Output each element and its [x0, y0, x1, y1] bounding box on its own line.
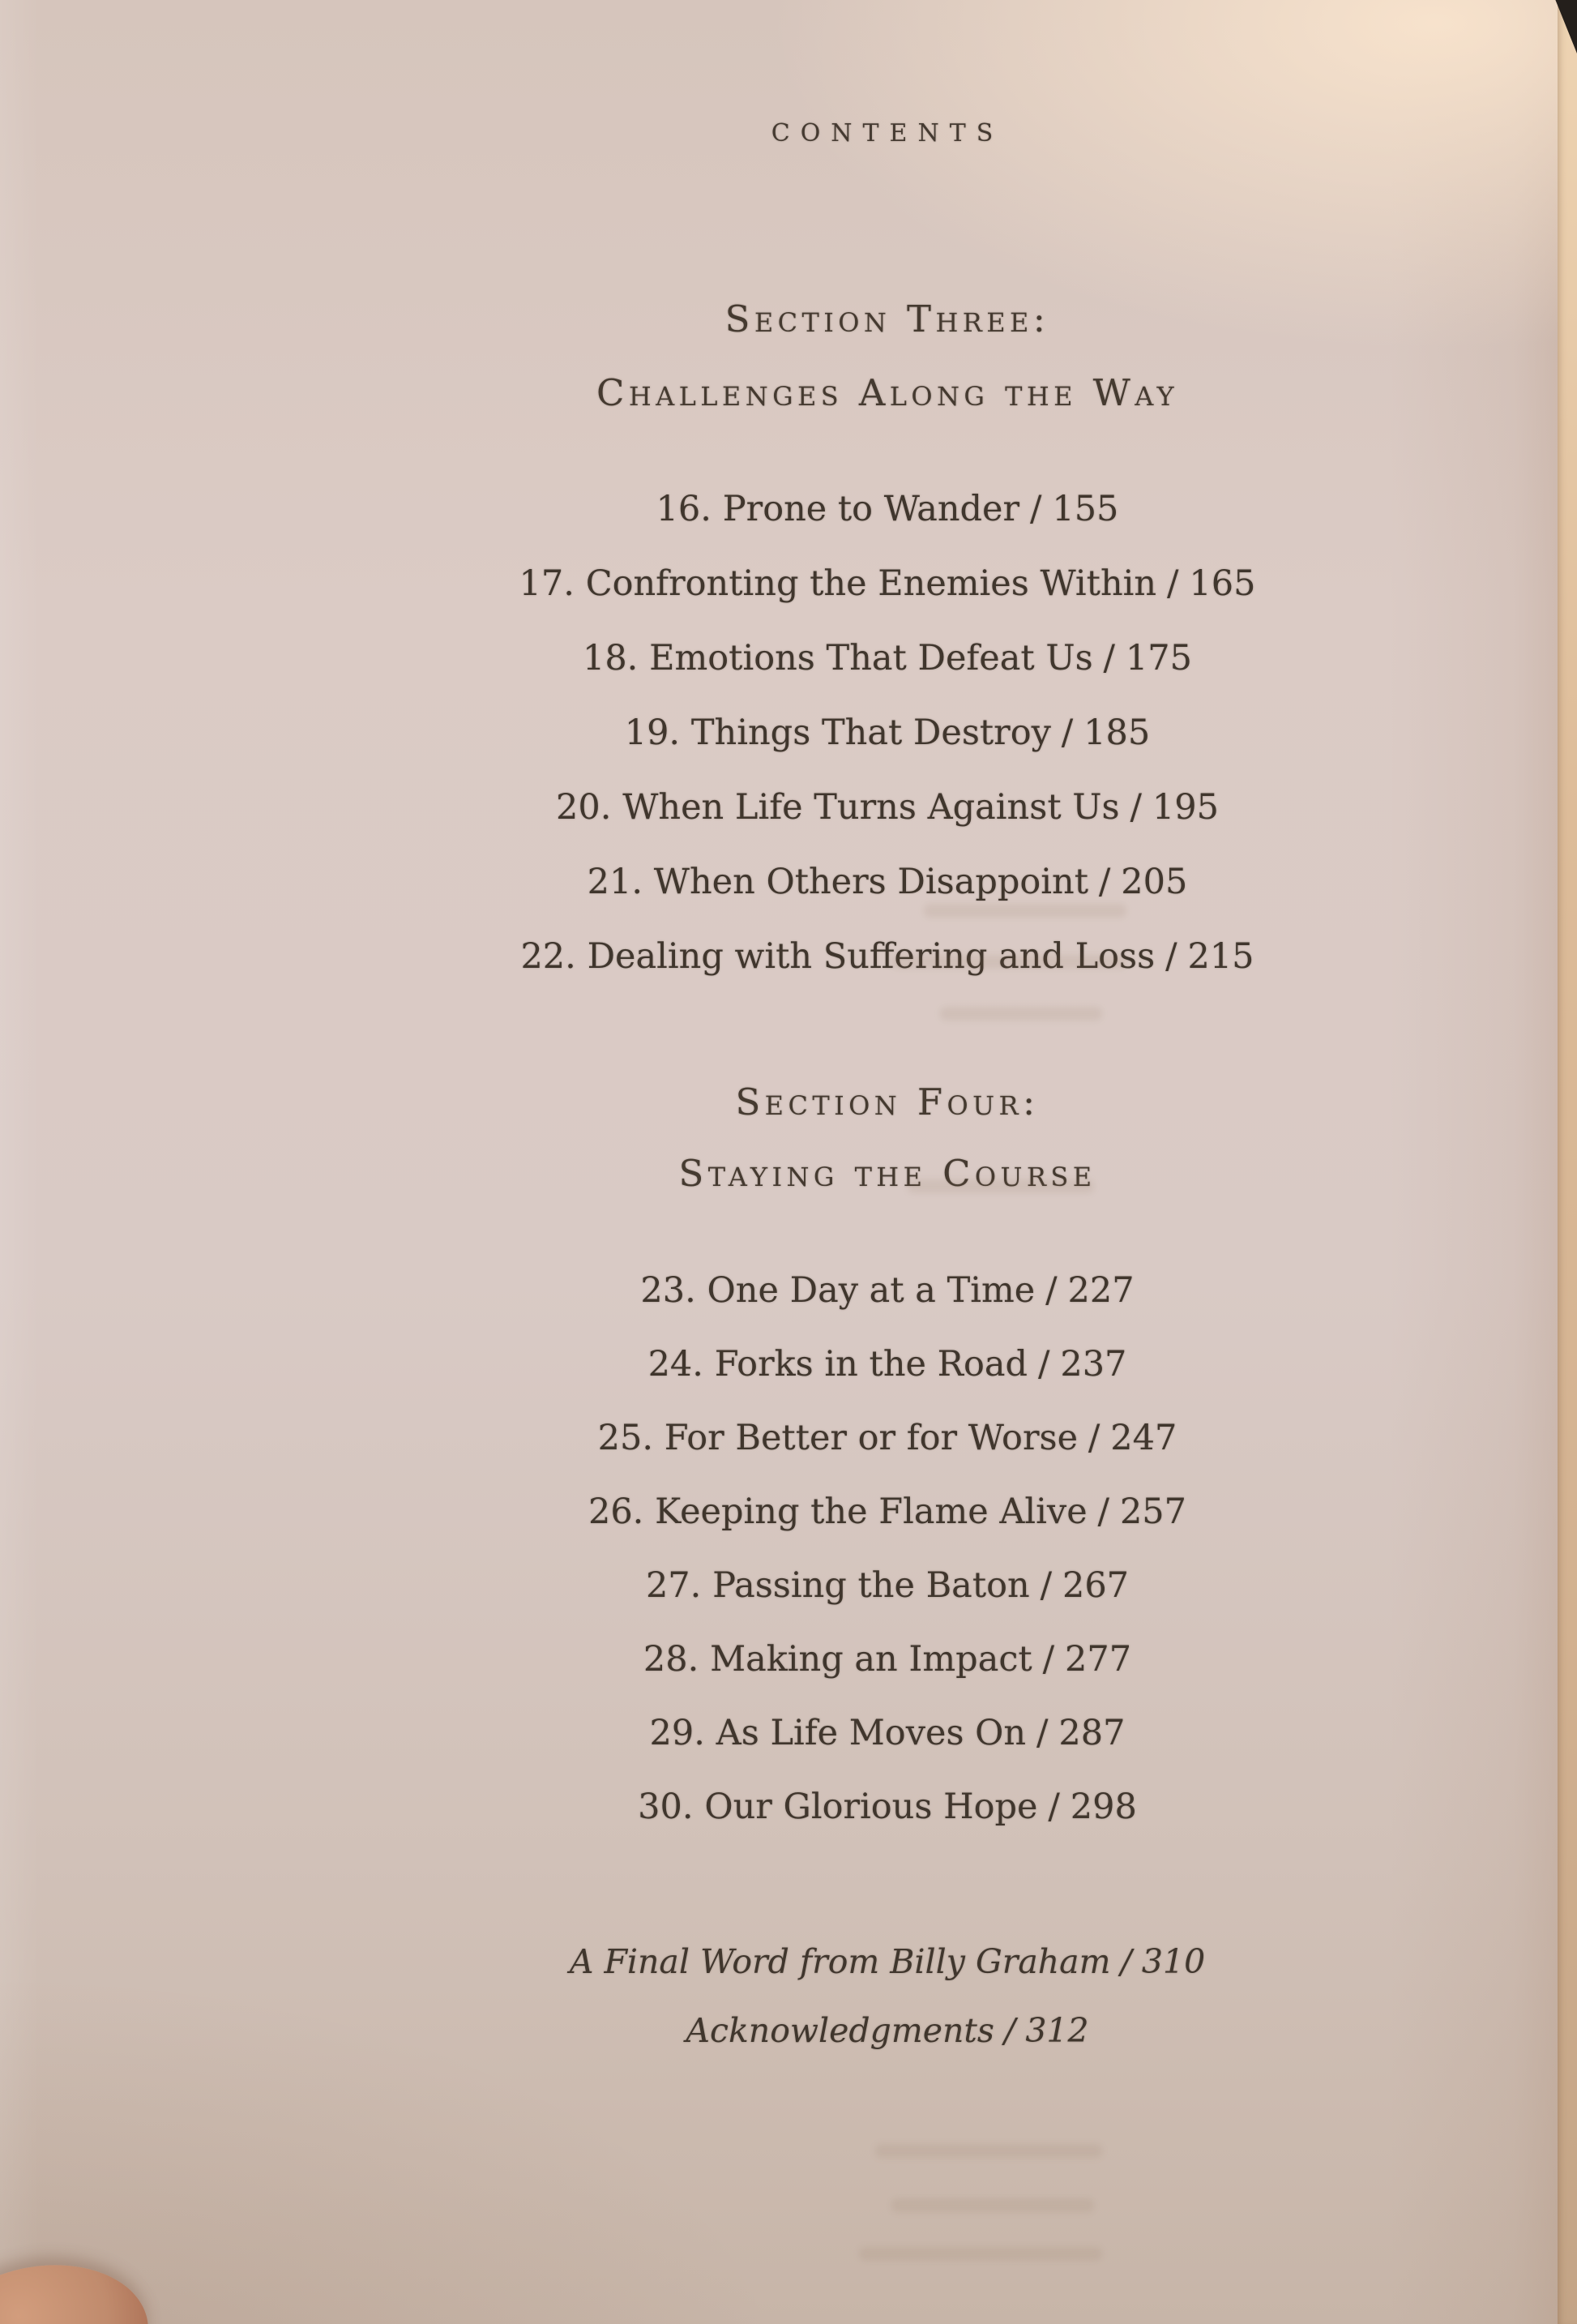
page-number: 215: [1187, 936, 1254, 977]
back-matter-list: [198, 1928, 1577, 2065]
page-number: 277: [1065, 1639, 1132, 1680]
chapter-number: 17.: [519, 563, 575, 604]
page-number: 175: [1125, 638, 1193, 678]
show-through-smudge: [891, 2198, 1094, 2212]
show-through-smudge: [875, 2144, 1102, 2158]
back-matter-title: A Final Word from Billy Graham: [569, 1942, 1111, 1981]
show-through-smudge: [891, 955, 1126, 969]
separator: /: [1130, 787, 1142, 828]
separator: /: [1004, 2011, 1016, 2050]
chapter-number: 20.: [556, 787, 612, 828]
section-four-subtitle: Staying the Course: [678, 1152, 1096, 1195]
back-matter-entry: [198, 1997, 1577, 2065]
chapter-number: 23.: [640, 1270, 696, 1311]
chapter-number: 18.: [582, 638, 639, 678]
separator: /: [1165, 936, 1177, 977]
page-number: 257: [1119, 1492, 1187, 1532]
page-number: 247: [1110, 1418, 1177, 1458]
toc-entry: [198, 472, 1577, 546]
back-matter-title: Acknowledgments: [686, 2011, 994, 2050]
chapter-number: 26.: [588, 1492, 644, 1532]
chapter-number: 27.: [645, 1565, 702, 1606]
page-number: 165: [1189, 563, 1256, 604]
section-three-chapter-list: [198, 472, 1577, 994]
page-edge: [1558, 0, 1577, 2324]
chapter-title: Emotions That Defeat Us: [649, 638, 1093, 678]
page-number: 298: [1070, 1787, 1137, 1827]
toc-entry: [198, 1697, 1577, 1770]
chapter-number: 29.: [649, 1713, 705, 1753]
show-through-smudge: [940, 1007, 1102, 1021]
show-through-smudge: [859, 2247, 1102, 2261]
toc-entry: [198, 621, 1577, 695]
toc-entry: [198, 695, 1577, 770]
separator: /: [1037, 1344, 1050, 1385]
chapter-number: 25.: [597, 1418, 654, 1458]
page-number: 237: [1060, 1344, 1127, 1385]
chapter-number: 24.: [647, 1344, 703, 1385]
chapter-number: 19.: [624, 713, 681, 753]
separator: /: [1061, 713, 1074, 753]
chapter-title: Keeping the Flame Alive: [655, 1492, 1088, 1532]
chapter-title: Our Glorious Hope: [704, 1787, 1038, 1827]
toc-entry: [198, 546, 1577, 621]
separator: /: [1166, 563, 1179, 604]
show-through-smudge: [924, 904, 1126, 918]
chapter-title: When Others Disappoint: [653, 862, 1089, 902]
chapter-number: 30.: [638, 1787, 694, 1827]
toc-entry: [198, 1623, 1577, 1697]
toc-entry: [198, 1402, 1577, 1475]
chapter-title: When Life Turns Against Us: [622, 787, 1120, 828]
toc-entry: [198, 845, 1577, 919]
separator: /: [1029, 489, 1042, 529]
chapter-title: Making an Impact: [710, 1639, 1032, 1680]
section-three-subtitle: Challenges Along the Way: [596, 371, 1178, 414]
toc-entry: [198, 770, 1577, 845]
chapter-title: For Better or for Worse: [664, 1418, 1079, 1458]
page-number: 227: [1067, 1270, 1135, 1311]
chapter-title: Prone to Wander: [722, 489, 1020, 529]
page-number: 205: [1121, 862, 1188, 902]
page-number: 185: [1083, 713, 1151, 753]
chapter-number: 21.: [587, 862, 643, 902]
page-number: 312: [1025, 2011, 1089, 2050]
toc-entry: [198, 1254, 1577, 1328]
chapter-number: 22.: [520, 936, 576, 977]
chapter-title: As Life Moves On: [716, 1713, 1027, 1753]
separator: /: [1103, 638, 1116, 678]
chapter-title: One Day at a Time: [707, 1270, 1036, 1311]
page-number: 287: [1058, 1713, 1126, 1753]
toc-entry: [198, 1328, 1577, 1402]
separator: /: [1048, 1787, 1060, 1827]
page-number: 195: [1152, 787, 1219, 828]
separator: /: [1040, 1565, 1053, 1606]
toc-entry: [198, 1549, 1577, 1623]
chapter-title: Things That Destroy: [690, 713, 1051, 753]
separator: /: [1120, 1942, 1132, 1981]
back-matter-entry: [198, 1928, 1577, 1997]
chapter-title: Confronting the Enemies Within: [585, 563, 1157, 604]
page-number: 155: [1052, 489, 1119, 529]
page-title: CONTENTS: [771, 119, 1004, 148]
page-number: 267: [1062, 1565, 1130, 1606]
toc-entry: [198, 1770, 1577, 1844]
chapter-number: 16.: [656, 489, 712, 529]
section-three-title: Section Three:: [724, 297, 1050, 340]
chapter-title: Passing the Baton: [712, 1565, 1030, 1606]
chapter-title: Dealing with Suffering and Loss: [587, 936, 1156, 977]
section-four-chapter-list: [198, 1254, 1577, 1844]
table-of-contents: [198, 0, 1577, 2324]
finger-thumb: [0, 2249, 160, 2324]
separator: /: [1088, 1418, 1100, 1458]
separator: /: [1098, 862, 1111, 902]
separator: /: [1036, 1713, 1049, 1753]
separator: /: [1097, 1492, 1110, 1532]
separator: /: [1045, 1270, 1058, 1311]
chapter-title: Forks in the Road: [714, 1344, 1028, 1385]
toc-entry: [198, 919, 1577, 994]
section-four-title: Section Four:: [735, 1081, 1040, 1123]
chapter-number: 28.: [643, 1639, 699, 1680]
show-through-smudge: [908, 1179, 1094, 1193]
toc-entry: [198, 1475, 1577, 1549]
page-number: 310: [1141, 1942, 1206, 1981]
separator: /: [1042, 1639, 1055, 1680]
